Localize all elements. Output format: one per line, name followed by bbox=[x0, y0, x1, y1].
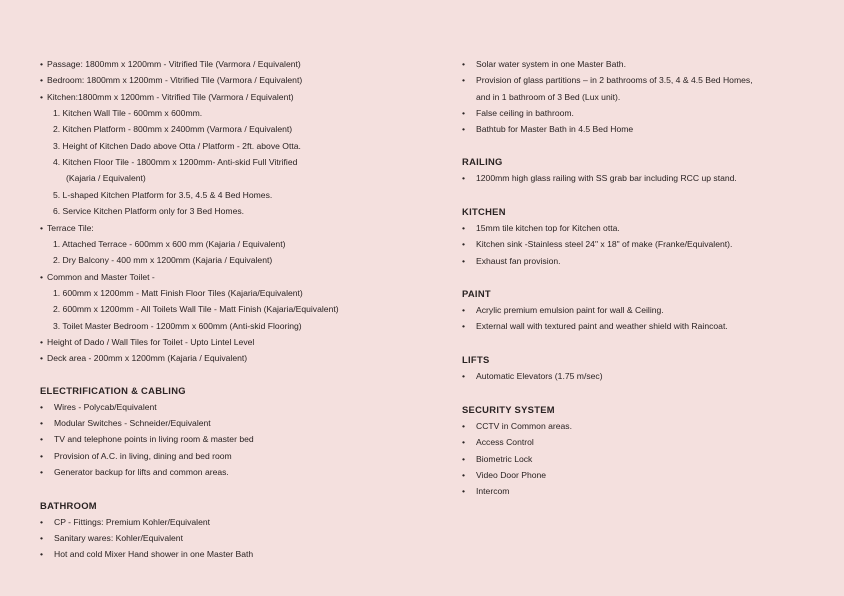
section-item bbox=[462, 486, 509, 497]
section-item-text: Automatic Elevators (1.75 m/sec) bbox=[476, 371, 603, 381]
spec-subitem-text: 1. 600mm x 1200mm - Matt Finish Floor Tiles (Kajaria/Equivalent) bbox=[53, 287, 303, 298]
section-item-text: Hot and cold Mixer Hand shower in one Master Bath bbox=[54, 549, 254, 560]
spec-subitem bbox=[53, 124, 292, 135]
bullet-icon: • bbox=[40, 517, 44, 527]
bullet-icon: • bbox=[462, 453, 466, 464]
spec-subitem-text: 1. Kitchen Wall Tile - 600mm x 600mm. bbox=[53, 108, 203, 119]
bullet-icon: • bbox=[462, 108, 466, 119]
section-item-text: Acrylic premium emulsion paint for wall & Ceiling. bbox=[476, 305, 664, 315]
section-heading: ELECTRIFICATION & CABLING bbox=[40, 385, 186, 396]
spec-item bbox=[40, 272, 155, 283]
spec-subitem-continued-text: (Kajaria / Equivalent) bbox=[66, 173, 146, 184]
section-item-text: 15mm tile kitchen top for Kitchen otta. bbox=[476, 223, 620, 233]
spec-subitem-text: 5. L-shaped Kitchen Platform for 3.5, 4.5 & 4 Bed Homes. bbox=[53, 189, 273, 200]
bullet-icon: • bbox=[40, 418, 44, 429]
bullet-icon: • bbox=[40, 222, 44, 233]
section-item-text: TV and telephone points in living room & master bed bbox=[54, 434, 254, 445]
section-item bbox=[462, 454, 532, 465]
bathroom-item-continued bbox=[476, 92, 620, 103]
section-item bbox=[462, 239, 732, 250]
bullet-icon: • bbox=[462, 239, 466, 250]
bullet-icon: • bbox=[462, 124, 466, 135]
section-item-text: Intercom bbox=[476, 486, 510, 497]
section-item bbox=[462, 305, 664, 316]
section-item bbox=[40, 451, 232, 462]
bathroom-item bbox=[462, 108, 574, 119]
section-item bbox=[40, 418, 211, 429]
spec-item bbox=[40, 75, 302, 86]
bullet-icon: • bbox=[40, 549, 44, 560]
bullet-icon: • bbox=[462, 470, 466, 481]
bullet-icon: • bbox=[462, 305, 466, 315]
spec-subitem bbox=[53, 239, 285, 250]
spec-subitem bbox=[53, 190, 272, 201]
spec-subitem bbox=[53, 304, 339, 315]
bathroom-item-continued-text: and in 1 bathroom of 3 Bed (Lux unit). bbox=[476, 91, 621, 102]
bullet-icon: • bbox=[462, 437, 466, 448]
section-item-text: CCTV in Common areas. bbox=[476, 421, 572, 431]
section-item bbox=[40, 517, 210, 528]
section-item-text: External wall with textured paint and weather shield with Raincoat. bbox=[476, 321, 728, 332]
spec-item bbox=[40, 59, 301, 70]
section-item bbox=[40, 533, 183, 544]
spec-item-text: Common and Master Toilet - bbox=[47, 271, 155, 282]
section-item bbox=[40, 549, 253, 560]
bullet-icon: • bbox=[462, 255, 466, 266]
spec-item-text: Kitchen:1800mm x 1200mm - Vitrified Tile (Varmora / Equivalent) bbox=[47, 91, 294, 102]
spec-item bbox=[40, 337, 254, 348]
spec-item-text: Passage: 1800mm x 1200mm - Vitrified Tile (Varmora / Equivalent) bbox=[47, 59, 301, 69]
section-item bbox=[40, 467, 229, 478]
spec-item bbox=[40, 353, 247, 364]
spec-item bbox=[40, 223, 94, 234]
section-heading: LIFTS bbox=[462, 354, 490, 365]
spec-subitem-text: 3. Height of Kitchen Dado above Otta / Platform - 2ft. above Otta. bbox=[53, 140, 301, 151]
bullet-icon: • bbox=[462, 321, 466, 332]
section-item-text: CP - Fittings: Premium Kohler/Equivalent bbox=[54, 517, 211, 527]
spec-item-text: Bedroom: 1800mm x 1200mm - Vitrified Tile (Varmora / Equivalent) bbox=[47, 75, 303, 86]
bullet-icon: • bbox=[462, 173, 466, 183]
section-item-text: Kitchen sink -Stainless steel 24" x 18" of make (Franke/Equivalent). bbox=[476, 239, 733, 250]
bullet-icon: • bbox=[40, 466, 44, 477]
spec-item-text: Deck area - 200mm x 1200mm (Kajaria / Equivalent) bbox=[47, 353, 248, 364]
section-heading: RAILING bbox=[462, 156, 503, 167]
spec-subitem-text: 2. Kitchen Platform - 800mm x 2400mm (Varmora / Equivalent) bbox=[53, 124, 293, 135]
bullet-icon: • bbox=[462, 223, 466, 233]
section-item bbox=[462, 470, 546, 481]
bullet-icon: • bbox=[40, 59, 44, 69]
section-item-text: Biometric Lock bbox=[476, 453, 533, 464]
bullet-icon: • bbox=[40, 75, 44, 86]
section-item bbox=[40, 402, 157, 413]
spec-subitem bbox=[53, 141, 301, 152]
section-item-text: Modular Switches - Schneider/Equivalent bbox=[54, 418, 211, 429]
bathroom-item bbox=[462, 75, 753, 86]
bathroom-item-text: Bathtub for Master Bath in 4.5 Bed Home bbox=[476, 124, 634, 135]
section-heading: BATHROOM bbox=[40, 500, 97, 511]
bathroom-item-text: False ceiling in bathroom. bbox=[476, 108, 574, 119]
section-item bbox=[462, 371, 603, 382]
bullet-icon: • bbox=[40, 450, 44, 461]
bullet-icon: • bbox=[462, 421, 466, 431]
bullet-icon: • bbox=[462, 59, 466, 69]
section-item bbox=[462, 421, 572, 432]
section-item-text: Exhaust fan provision. bbox=[476, 255, 561, 266]
section-item bbox=[40, 434, 254, 445]
section-item-text: 1200mm high glass railing with SS grab bar including RCC up stand. bbox=[476, 173, 737, 183]
spec-subitem-text: 2. 600mm x 1200mm - All Toilets Wall Tile - Matt Finish (Kajaria/Equivalent) bbox=[53, 304, 339, 315]
spec-subitem-text: 6. Service Kitchen Platform only for 3 Bed Homes. bbox=[53, 206, 245, 217]
spec-subitem bbox=[53, 206, 244, 217]
section-heading: KITCHEN bbox=[462, 206, 506, 217]
bullet-icon: • bbox=[40, 336, 44, 347]
section-item-text: Wires - Polycab/Equivalent bbox=[54, 402, 157, 412]
section-item bbox=[462, 223, 620, 234]
section-item-text: Generator backup for lifts and common areas. bbox=[54, 466, 229, 477]
section-item bbox=[462, 321, 728, 332]
section-item-text: Access Control bbox=[476, 437, 534, 448]
spec-item-text: Terrace Tile: bbox=[47, 222, 94, 233]
bathroom-item-text: Solar water system in one Master Bath. bbox=[476, 59, 626, 69]
section-item bbox=[462, 437, 534, 448]
bullet-icon: • bbox=[40, 353, 44, 364]
section-item-text: Sanitary wares: Kohler/Equivalent bbox=[54, 533, 183, 544]
section-item bbox=[462, 173, 737, 184]
section-item-text: Provision of A.C. in living, dining and bed room bbox=[54, 450, 232, 461]
spec-subitem-continued bbox=[66, 173, 146, 184]
section-heading: PAINT bbox=[462, 288, 491, 299]
spec-subitem-text: 1. Attached Terrace - 600mm x 600 mm (Kajaria / Equivalent) bbox=[53, 238, 286, 249]
bullet-icon: • bbox=[40, 402, 44, 412]
section-item bbox=[462, 256, 561, 267]
bathroom-item bbox=[462, 59, 626, 70]
bathroom-item bbox=[462, 124, 633, 135]
bullet-icon: • bbox=[462, 75, 466, 86]
spec-subitem bbox=[53, 321, 302, 332]
bullet-icon: • bbox=[462, 371, 466, 381]
bathroom-item-text: Provision of glass partitions – in 2 bathrooms of 3.5, 4 & 4.5 Bed Homes, bbox=[476, 75, 753, 86]
bullet-icon: • bbox=[40, 271, 44, 282]
bullet-icon: • bbox=[40, 434, 44, 445]
bullet-icon: • bbox=[462, 486, 466, 497]
bullet-icon: • bbox=[40, 91, 44, 102]
section-item-text: Video Door Phone bbox=[476, 470, 547, 481]
spec-item bbox=[40, 92, 294, 103]
section-heading: SECURITY SYSTEM bbox=[462, 404, 555, 415]
spec-subitem bbox=[53, 255, 272, 266]
spec-subitem bbox=[53, 108, 202, 119]
spec-item-text: Height of Dado / Wall Tiles for Toilet - Upto Lintel Level bbox=[47, 336, 255, 347]
bullet-icon: • bbox=[40, 533, 44, 544]
spec-subitem-text: 4. Kitchen Floor Tile - 1800mm x 1200mm- Anti-skid Full Vitrified bbox=[53, 157, 298, 168]
spec-subitem bbox=[53, 157, 297, 168]
spec-subitem-text: 2. Dry Balcony - 400 mm x 1200mm (Kajaria / Equivalent) bbox=[53, 255, 273, 266]
spec-subitem-text: 3. Toilet Master Bedroom - 1200mm x 600mm (Anti-skid Flooring) bbox=[53, 320, 302, 331]
spec-subitem bbox=[53, 288, 303, 299]
